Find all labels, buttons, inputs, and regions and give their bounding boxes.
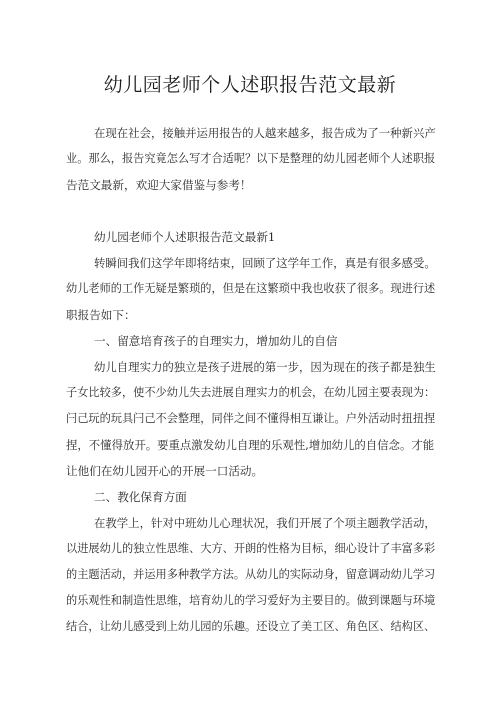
para-1-line-4: 捏，不懂得放开。要重点激发幼儿自理的乐观性,增加幼儿的自信念。才能: [66, 438, 435, 452]
para-2-line-2: 以进展幼儿的独立性思维、大方、开朗的性格为目标，细心设计了丰富多彩: [66, 542, 436, 555]
para-1-line-3: 闩己玩的玩具闩己不会整理，同伴之间不懂得相互谦让。户外活动时扭扭捏: [66, 412, 436, 425]
heading-2: 二、教化保育方面: [94, 490, 187, 504]
intro-line-3: 告范文最新，欢迎大家借鉴与参考！: [66, 178, 252, 192]
para-2-line-5: 结合，让幼儿感受到上幼儿园的乐趣。还设立了美工区、角色区、结构区、: [66, 620, 436, 633]
opening-line-2: 幼儿老师的工作无疑是繁琐的，但是在这繁琐中我也收获了很多。现进行述: [66, 282, 436, 295]
para-1-line-2: 子女比较多，使不少幼儿失去进展自理实力的机会，在幼儿园主要表现为：: [66, 386, 436, 399]
intro-line-1: 在现在社会，接触并运用报告的人越来越多，报告成为了一种新兴产: [94, 126, 436, 140]
opening-line-3: 职报告如下：: [66, 308, 136, 322]
para-1-line-5: 让他们在幼儿园开心的开展一口活动。: [66, 464, 264, 478]
heading-1: 一、留意培育孩子的自理实力，增加幼儿的自信: [94, 334, 338, 348]
para-2-line-3: 的主题活动，并运用多种教学方法。从幼儿的实际动身，留意调动幼儿学习: [66, 568, 436, 581]
para-1-line-1: 幼儿自理实力的独立是孩子进展的第一步，因为现在的孩子都是独生: [94, 360, 436, 374]
document-title: 幼儿园老师个人述职报告范文最新: [103, 74, 397, 96]
opening-line-1: 转瞬间我们这学年即将结束，回顾了这学年工作，真是有很多感受。: [94, 256, 436, 270]
para-2-line-4: 的乐观性和制造性思维，培育幼儿的学习爱好为主要目的。做到课题与环境: [66, 594, 436, 607]
para-2-line-1: 在教学上，针对中班幼儿心理状况，我们开展了个项主题教学活动，: [94, 516, 436, 530]
section-title: 幼儿园老师个人述职报告范文最新1: [94, 230, 276, 244]
intro-line-2: 业。那么，报告究竟怎么写才合适呢？以下是整理的幼儿园老师个人述职报: [66, 152, 436, 165]
